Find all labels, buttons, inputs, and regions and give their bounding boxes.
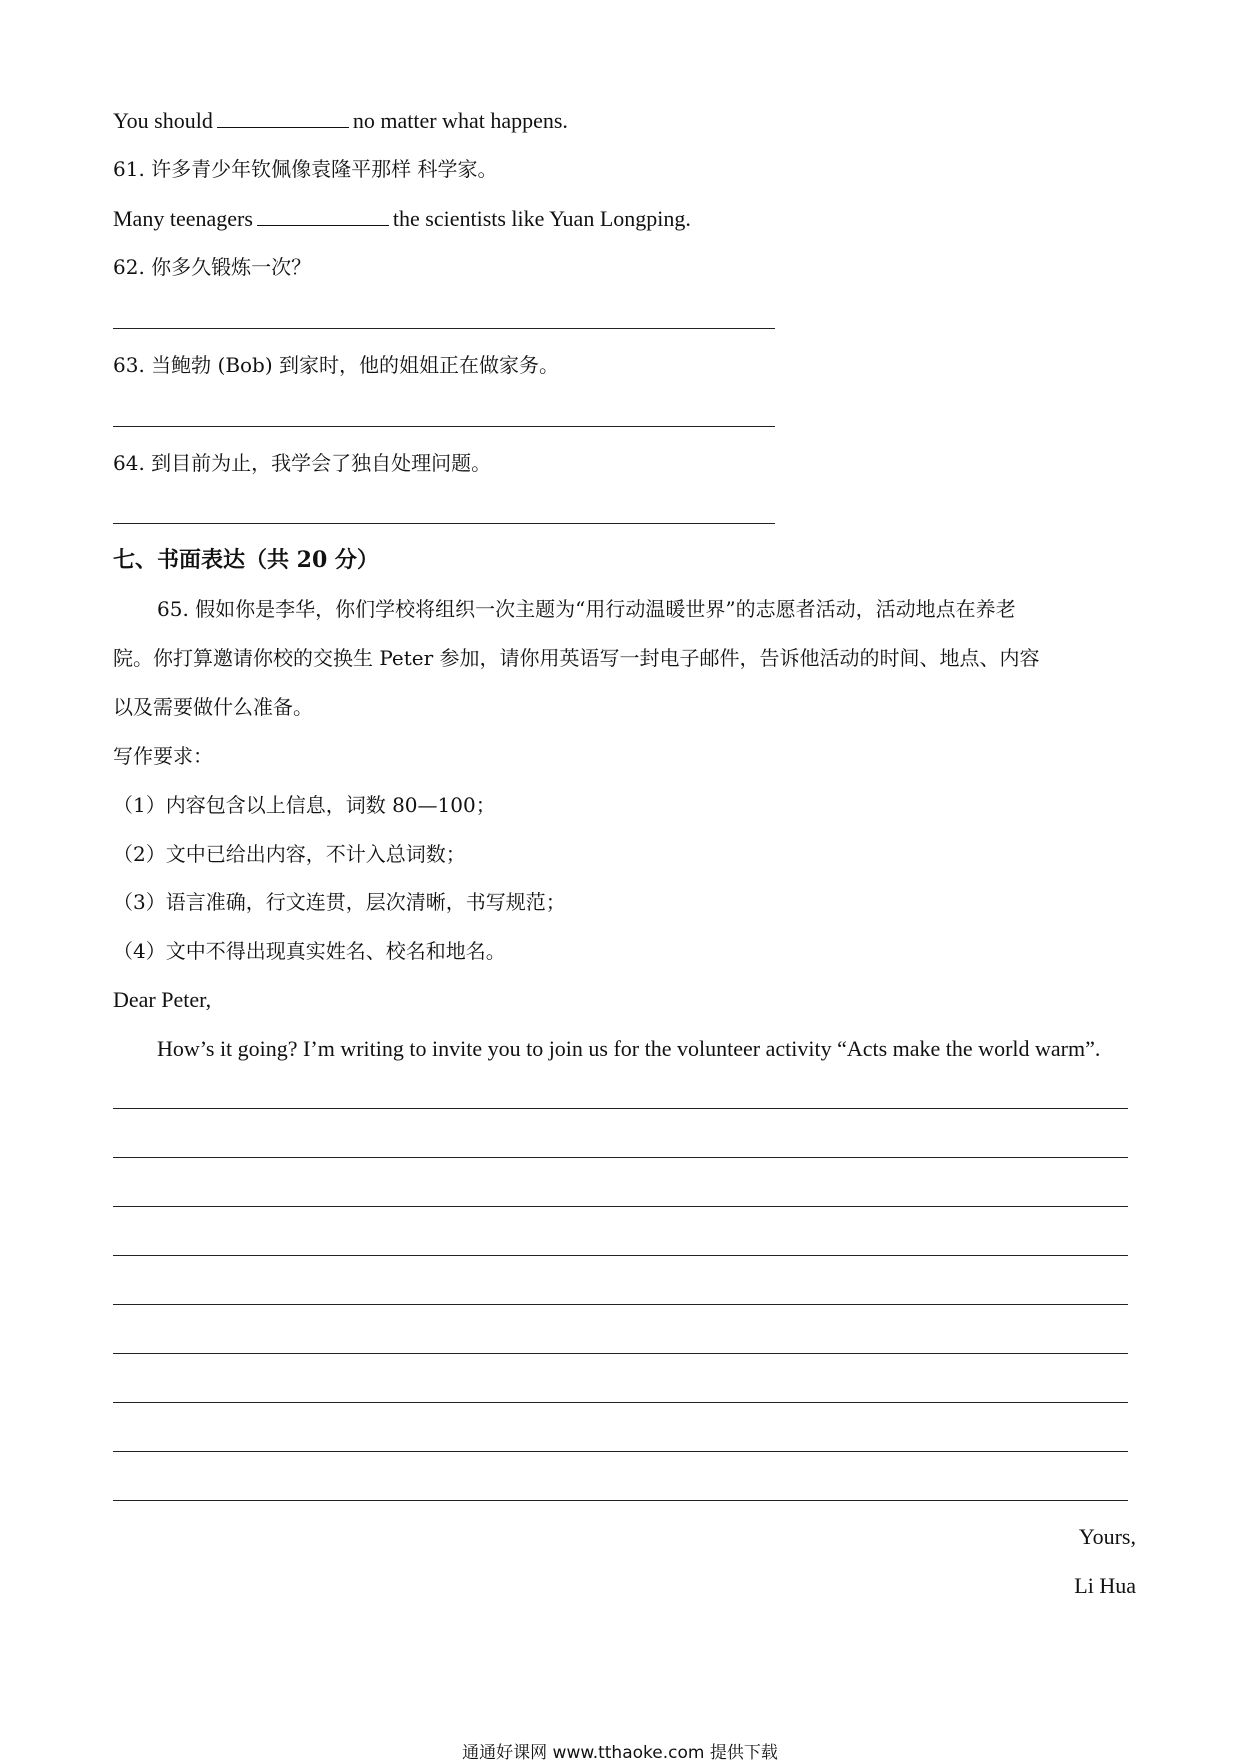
requirements-title: 写作要求：: [113, 744, 213, 768]
writing-line[interactable]: [113, 1353, 1128, 1354]
writing-line[interactable]: [113, 1255, 1128, 1256]
writing-line[interactable]: [113, 1500, 1128, 1501]
requirement-3: （3）语言准确，行文连贯，层次清晰，书写规范；: [113, 890, 566, 914]
q61-text-after: the scientists like Yuan Longping.: [392, 206, 691, 231]
q61-text-before: Many teenagers: [113, 206, 253, 231]
q64-chinese: 64. 到目前为止，我学会了独自处理问题。: [113, 451, 492, 475]
q62-answer-line[interactable]: [113, 328, 775, 329]
letter-salutation: Dear Peter,: [113, 987, 212, 1012]
prompt-line-1: 65. 假如你是李华，你们学校将组织一次主题为“用行动温暖世界”的志愿者活动，活动地点在养老: [157, 597, 1016, 621]
letter-opening: How’s it going? I’m writing to invite you to join us for the volunteer activity “Acts make the world warm”.: [157, 1036, 1101, 1061]
writing-line[interactable]: [113, 1402, 1128, 1403]
q63-answer-line[interactable]: [113, 426, 775, 427]
writing-line[interactable]: [113, 1304, 1128, 1305]
requirement-1: （1）内容包含以上信息，词数 80—100；: [113, 793, 496, 817]
prompt-line-2: 院。你打算邀请你校的交换生 Peter 参加，请你用英语写一封电子邮件，告诉他活动的时间、地点、内容: [113, 646, 1040, 670]
requirement-4: （4）文中不得出现真实姓名、校名和地名。: [113, 939, 506, 963]
writing-line[interactable]: [113, 1451, 1128, 1452]
prompt-line-3: 以及需要做什么准备。: [113, 695, 313, 719]
q60-text-before: You should: [113, 108, 213, 133]
q64-answer-line[interactable]: [113, 523, 775, 524]
letter-closing: Yours,: [1078, 1524, 1136, 1549]
q63-chinese: 63. 当鲍勃 (Bob) 到家时，他的姐姐正在做家务。: [113, 353, 560, 377]
page-footer: 通通好课网 www.tthaoke.com 提供下载: [462, 1743, 778, 1763]
q60-text-after: no matter what happens.: [352, 108, 568, 133]
section-heading: 七、书面表达（共 20 分）: [113, 547, 379, 573]
q60-english-sentence: [113, 107, 568, 134]
writing-line[interactable]: [113, 1108, 1128, 1109]
requirement-2: （2）文中已给出内容，不计入总词数；: [113, 842, 466, 866]
writing-line[interactable]: [113, 1206, 1128, 1207]
q60-blank[interactable]: [217, 107, 349, 128]
q61-english-sentence: [113, 205, 691, 232]
writing-line[interactable]: [113, 1157, 1128, 1158]
letter-signature: Li Hua: [1074, 1573, 1136, 1598]
q61-chinese: 61. 许多青少年钦佩像袁隆平那样 科学家。: [113, 157, 498, 181]
q62-chinese: 62. 你多久锻炼一次？: [113, 255, 312, 279]
q61-blank[interactable]: [257, 205, 389, 226]
